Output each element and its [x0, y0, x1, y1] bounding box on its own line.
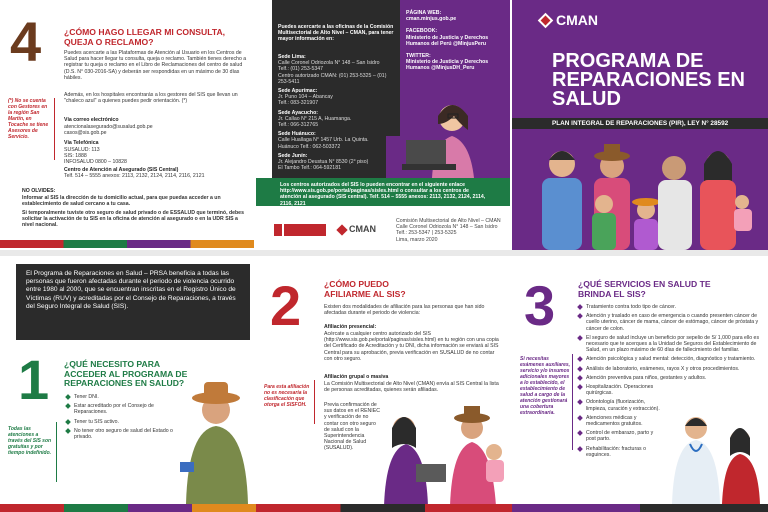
- bottom-stripe: [256, 504, 512, 512]
- list-item: Atención preventiva para niños, gestantes y adultos.: [578, 375, 762, 381]
- side-note-line: [56, 422, 57, 482]
- credits-text: Comisión Multisectorial de Alto Nivel – CMAN Calle Coronel Odriozola N° 148 – San Isidro Telf.: 253-5347 | 253-5325 Lima, marzo 2020: [396, 218, 501, 243]
- section-1-side-note: Todas las atenciones a través del SIS son gratuitas y por tiempo indefinido.: [8, 426, 52, 456]
- section-4-paragraph-2: Además, en los hospitales encontrarás a los gestores del SIS que llevan un "chaleco azul" a quienes puedes pedir orientación. (*): [64, 92, 238, 105]
- list-item: Atención psicológica y salud mental: detección, diagnóstico y tratamiento.: [578, 356, 762, 362]
- section-number-2: 2: [270, 274, 302, 337]
- cover-title: PROGRAMA DE REPARACIONES EN SALUD: [552, 50, 745, 110]
- email-label: Vía correo electrónico: [64, 117, 119, 123]
- facebook-link[interactable]: Ministerio de Justicia y Derechos Humanos del Perú @MinjusPeru: [406, 34, 489, 47]
- affiliation-a-text: Acércate a cualquier centro autorizado del SIS (http://www.sis.gob.pe/portal/paginas/sisles.html) en tu región con una copia del Certificado de Acreditación y tu DNI, dicha información se enviará al SIS Central para su aprobación, previa verificación en SUSALUD de no contar con otro seguro.: [324, 331, 499, 362]
- office-item: [278, 88, 398, 107]
- list-item: El seguro de salud incluye un beneficio por sepelio de S/ 1,000 para ello es necesario que te acerques a la Unidad de Seguros del Establecimiento de Salud, en un plazo máximo de 60 días de fallecimiento del familiar.: [578, 335, 762, 354]
- side-note-line: [572, 354, 573, 450]
- office-details: Jr. Puno 104 – Abancay Telf.: 083-321907: [278, 94, 333, 107]
- forget-title: NO OLVIDES:: [22, 188, 56, 194]
- web-page-label: PÁGINA WEB:: [406, 10, 442, 16]
- doctor-patient-illustration: [664, 406, 764, 504]
- offices-footer: Los centros autorizados del SIS lo pueden encontrar en el siguiente enlace http://www.sis.gob.pe/portal/paginas/sisles.html o consultar a los centros de atención al asegurado (SIS central). Telf. 514 – 5555 anexos: 2113, 2132, 2124, 2114, 2116, 2121: [280, 182, 486, 207]
- list-item: Análisis de laboratorio, exámenes, rayos X y otros procedimientos.: [578, 366, 762, 372]
- section-4-title: ¿CÓMO HAGO LLEGAR MI CONSULTA, QUEJA O RECLAMO?: [64, 27, 226, 47]
- panel-consultas: [0, 0, 254, 250]
- panel-servicios: [512, 256, 768, 512]
- office-details: Jr. Alejandro Deustua N° 8530 (2° piso) El Tambo Telf.: 064-592181: [278, 159, 369, 172]
- section-4-side-note: (*) No se cuenta con Gestores en la región San Martín, en Tocache se tiene Asesores de Servicio.: [8, 98, 49, 140]
- section-2-side-note: Para esta afiliación no es necesaria la clasificación que otorga el SISFOH.: [264, 384, 310, 408]
- bottom-stripe: [0, 240, 254, 248]
- office-details: Jr. Callao N° 215 A, Huamanga. Telf.: 066-312765: [278, 115, 352, 129]
- section-1-title: ¿QUÉ NECESITO PARA ACCEDER AL PROGRAMA DE REPARACIONES EN SALUD?: [64, 359, 188, 389]
- panel-requisitos: [0, 256, 256, 512]
- intro-text: El Programa de Reparaciones en Salud – PRSA beneficia a todas las personas que fueron afectadas durante el periodo de violencia ocurrido entre 1980 al 2000, que se encuentran inscritas en el Registro Único de Víctimas (RUV) y acreditadas por el Consejo de Reparaciones, a través del Seguro Integral de Salud (SIS).: [26, 270, 236, 310]
- office-item: [278, 110, 398, 129]
- central-values: Telf. 514 – 5555 anexos: 2113, 2132, 2124, 2114, 2116, 2121: [64, 173, 205, 179]
- section-4-paragraph-1: Puedes acercarte a las Plataformas de Atención al Usuario en los Centros de Salud para hacer llegar tu consulta, queja o reclamo. También tienes derecho a registrar tu queja o reclamo en el Libro de Reclamaciones del centro de salud (D.S. N° 030-2016-SA) y deberán ser respondidas en un máximo de 30 días hábiles.: [64, 50, 247, 81]
- section-number-4: 4: [10, 10, 42, 73]
- web-page-link[interactable]: cman.minjus.gob.pe: [406, 16, 457, 23]
- bottom-stripe: [512, 504, 768, 512]
- section-3-title: ¿QUÉ SERVICIOS EN SALUD TE BRINDA EL SIS?: [578, 279, 711, 299]
- office-item: [278, 54, 398, 85]
- cman-logo: [540, 12, 610, 30]
- side-note-line: [54, 98, 55, 160]
- central-label: Centro de Atención al Asegurado (SIS Central): [64, 167, 179, 173]
- woman-laptop-illustration: [386, 96, 510, 178]
- section-1-list: [66, 394, 186, 443]
- office-item: [278, 153, 398, 172]
- office-name: Sede Ayacucho:: [278, 109, 318, 116]
- phone-label: Vía Telefónica: [64, 140, 99, 146]
- web-info: [406, 10, 506, 72]
- cman-logo-small-icon: [336, 224, 347, 235]
- office-details: Calle Coronel Odriozola N° 148 – San Isidro Telf.: (01) 253-5347 Centro autorizado CMAN: (01) 253-5325 – (01) 253-5411: [278, 60, 387, 85]
- bottom-stripe: [0, 504, 256, 512]
- office-name: Sede Junín:: [278, 152, 308, 159]
- affiliation-b-text: La Comisión Multisectorial de Alto Nivel (CMAN) envía al SIS Central la lista de personas acreditadas, quienes serán afiliadas.: [324, 381, 499, 394]
- offices-intro: Puedes acercarte a las oficinas de la Comisión Multisectorial de Alto Nivel – CMAN, para tener mayor información en:: [278, 24, 394, 43]
- minjus-logo: [274, 224, 326, 236]
- cman-logo-small-text: CMAN: [349, 224, 376, 234]
- panel-portada: [512, 0, 768, 250]
- section-2-title: ¿CÓMO PUEDO AFILIARME AL SIS?: [324, 279, 406, 299]
- cover-subtitle: PLAN INTEGRAL DE REPARACIONES (PIR), LEY N° 28592: [552, 120, 729, 127]
- panel-afiliacion: [256, 256, 512, 512]
- affiliation-b-title: Afiliación grupal o masiva: [324, 374, 389, 380]
- list-item: No tener otro seguro de salud del Estado o privado.: [66, 428, 186, 440]
- office-name: Sede Lima:: [278, 54, 306, 60]
- list-item: Hospitalización. Operaciones quirúrgicas.: [578, 384, 658, 396]
- list-item: Tener DNI.: [66, 394, 186, 400]
- office-name: Sede Huánuco:: [278, 131, 316, 138]
- list-item: Atenciones médicas y medicamentos gratuitos.: [578, 415, 658, 427]
- forget-paragraph-1: Informar al SIS la dirección de tu domicilio actual, para que puedas acceder a un establecimiento de salud cercano a tu casa.: [22, 195, 221, 208]
- section-2-paragraph: Existen dos modalidades de afiliación para las personas que han sido afectadas durante el periodo de violencia:: [324, 304, 485, 317]
- list-item: Atención y traslado en caso de emergencia o cuando presenten cáncer de cuello uterino, cáncer de mama, cáncer de estómago, cáncer de próstata y cáncer de colon.: [578, 313, 762, 332]
- cman-logo-text: CMAN: [556, 12, 598, 28]
- office-name: Sede Apurímac:: [278, 88, 318, 95]
- list-item: Tratamiento contra todo tipo de cáncer.: [578, 304, 762, 310]
- twitter-link[interactable]: Ministerio de Justicia y Derechos Humanos @MinjusDH_Peru: [406, 59, 489, 72]
- section-number-3: 3: [524, 274, 556, 337]
- list-item: Estar acreditado por el Consejo de Reparaciones.: [66, 403, 186, 415]
- office-details: Calle Huallaga N° 1457 Urb. La Quinta. Huánuco Telf.: 062-503372: [278, 137, 369, 150]
- twitter-label: TWITTER:: [406, 53, 431, 60]
- section-number-1: 1: [18, 348, 50, 411]
- section-3-side-note: Si necesitas exámenes auxiliares, servicio y/o insumos adicionales mayores a lo establecido, el establecimiento de salud a cargo de la atención gestionará una cobertura extraordinaria.: [520, 356, 571, 416]
- panel-oficinas: [256, 0, 510, 250]
- family-illustration: [528, 130, 764, 250]
- office-item: [278, 131, 398, 150]
- offices-list: [278, 54, 398, 171]
- cman-logo-small: [338, 224, 378, 236]
- list-item: Rehabilitación: fracturas o esguinces.: [578, 446, 658, 458]
- facebook-label: FACEBOOK:: [406, 28, 438, 35]
- list-item: Odontología (fluorización, limpieza, curación y extracción).: [578, 399, 662, 411]
- side-note-line: [314, 380, 315, 424]
- list-item: Control de embarazo, parto y post parto.: [578, 430, 658, 442]
- women-illustration: [380, 402, 508, 506]
- phone-values: SUSALUD: 113 SIS: 1888 INFOSALUD 0800 – 10828: [64, 147, 127, 166]
- affiliation-c-text: Previa confirmación de sus datos en el RENIEC y verificación de no contar con otro seguro de salud con la Superintendencia Nacional de Salud (SUSALUD).: [324, 402, 380, 452]
- forget-paragraph-2: Si temporalmente tuviste otro seguro de salud privado o de ESSALUD que terminó, debes solicitar la activación de tu SIS en la oficina de atención al asegurado o en la UDR SIS a nivel nacional.: [22, 210, 244, 229]
- list-item: Tener tu SIS activo.: [66, 419, 186, 425]
- affiliation-a-title: Afiliación presencial:: [324, 324, 377, 330]
- man-hat-illustration: [176, 380, 252, 504]
- cman-logo-icon: [538, 13, 554, 29]
- email-values: atencionalasegurado@susalud.gob.pe casos@sis.gob.pe: [64, 124, 153, 137]
